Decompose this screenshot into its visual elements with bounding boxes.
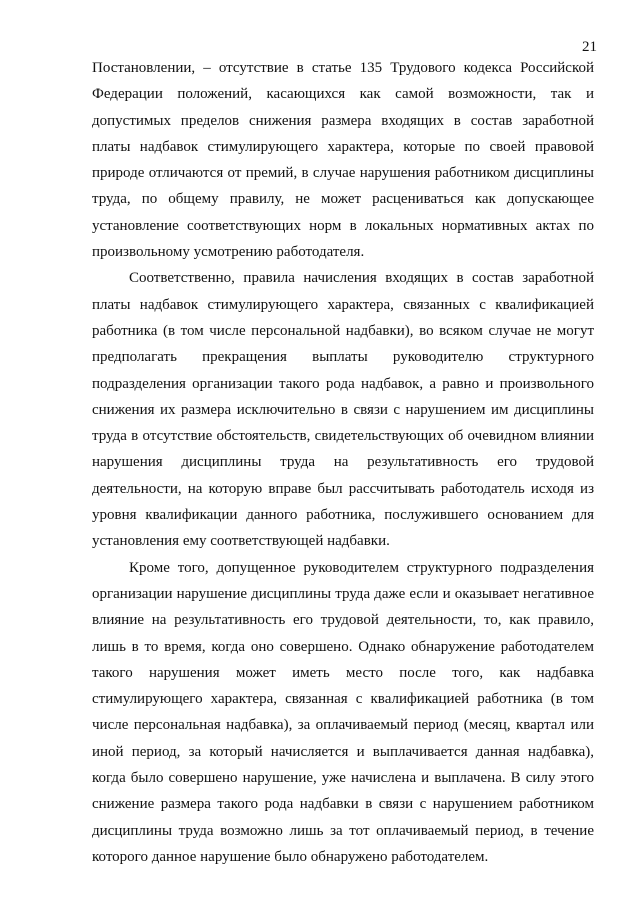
paragraph-2 [92,265,594,554]
text-line: дисциплины труда возможно лишь за тот оплачиваемый период, в течение [92,822,594,839]
text-line: работника (в том числе персональной надбавки), во всяком случае не могут [92,322,594,339]
text-line: числе персональная надбавка), за оплачиваемый период (месяц, квартал или [92,717,594,734]
text-line: когда было совершено нарушение, уже начислена и выплачена. В силу этого [92,770,594,787]
paragraph-1 [92,55,594,265]
text-line: нарушения дисциплины труда на результативность его трудовой [92,454,594,471]
text-line: деятельности, на которую вправе был рассчитывать работодатель исходя из [92,480,594,497]
text-line: платы надбавок стимулирующего характера, которые по своей правовой [92,138,594,155]
text-line: иной период, за который начисляется и выплачивается данная надбавка), [92,743,594,760]
text-line: снижения их размера исключительно в связи с нарушением им дисциплины [92,401,594,418]
text-line: установления ему соответствующей надбавки. [92,533,390,550]
text-line: труда, по общему правилу, не может расцениваться как допускающее [92,191,594,208]
text-line: предполагать прекращения выплаты руководителю структурного [92,349,594,366]
text-line: произвольному усмотрению работодателя. [92,244,365,261]
text-line: уровня квалификации данного работника, послужившего основанием для [92,507,594,524]
text-line: лишь в то время, когда оно совершено. Однако обнаружение работодателем [92,638,594,655]
text-line: установление соответствующих норм в локальных нормативных актах по [92,217,594,234]
text-line: которого данное нарушение было обнаружено работодателем. [92,848,489,865]
body-text [92,55,594,870]
text-line: труда в отсутствие обстоятельств, свидетельствующих об очевидном влиянии [92,428,594,445]
text-line: подразделения организации такого рода надбавок, а равно и произвольного [92,375,594,392]
text-line: Соответственно, правила начисления входящих в состав заработной [129,270,594,287]
text-line: Кроме того, допущенное руководителем структурного подразделения [129,559,594,576]
text-line: Постановлении, – отсутствие в статье 135 Трудового кодекса Российской [92,60,594,76]
text-line: природе отличаются от премий, в случае нарушения работником дисциплины [92,165,594,182]
text-line: стимулирующего характера, связанная с квалификацией работника (в том [92,691,594,708]
text-line: организации нарушение дисциплины труда даже если и оказывает негативное [92,585,594,602]
text-line: Федерации положений, касающихся как самой возможности, так и [92,86,594,103]
text-line: платы надбавок стимулирующего характера, связанных с квалификацией [92,296,594,313]
text-line: такого нарушения может иметь место после того, как надбавка [92,664,594,681]
text-line: влияние на результативность его трудовой деятельности, то, как правило, [92,612,594,629]
paragraph-3 [92,555,594,871]
text-line: снижение размера такого рода надбавки в связи с нарушением работником [92,796,594,813]
text-line: допустимых пределов снижения размера входящих в состав заработной [92,112,594,129]
page-number: 21 [582,39,597,55]
